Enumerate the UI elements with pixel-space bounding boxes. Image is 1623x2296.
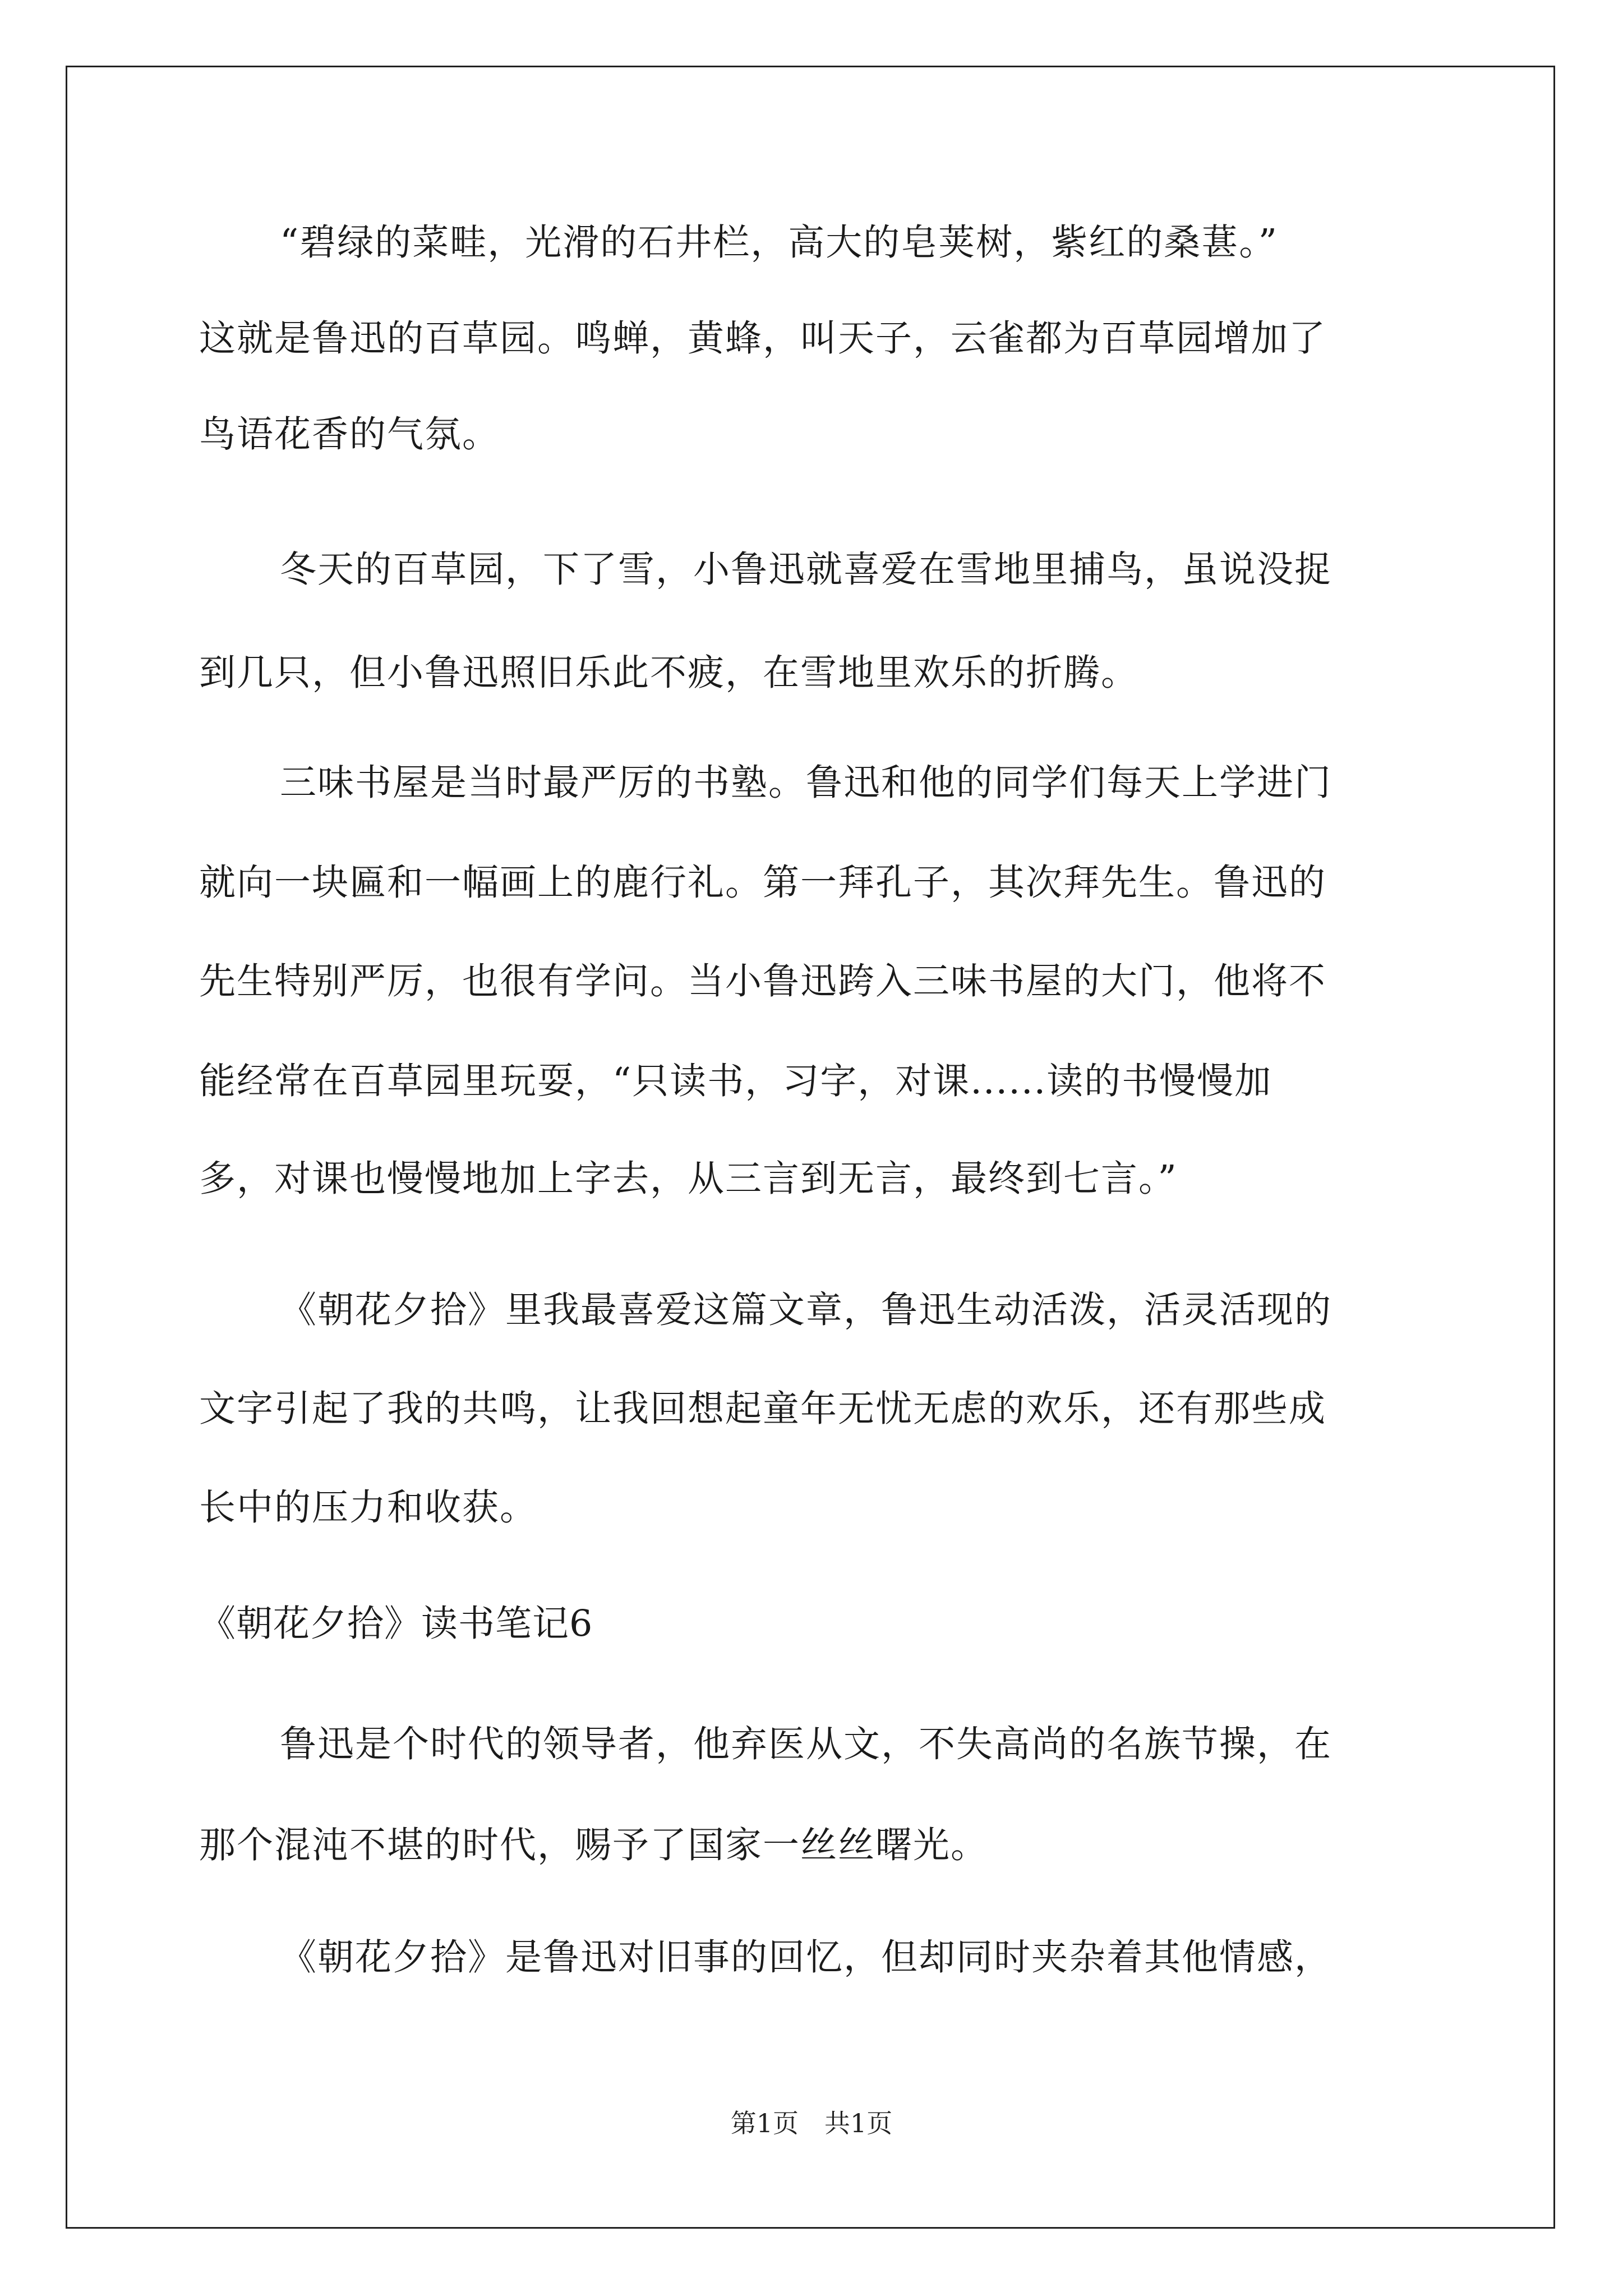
page-border [66,66,1555,2229]
paragraph-line: 《朝花夕拾》是鲁迅对旧事的回忆，但却同时夹杂着其他情感， [280,1936,1332,1978]
paragraph-line: 冬天的百草园，下了雪，小鲁迅就喜爱在雪地里捕鸟，虽说没捉 [280,549,1332,591]
paragraph-line: 到几只，但小鲁迅照旧乐此不疲，在雪地里欢乐的折腾。 [199,652,1139,694]
paragraph-line: 鲁迅是个时代的领导者，他弃医从文，不失高尚的名族节操，在 [280,1723,1332,1765]
paragraph-line: 文字引起了我的共鸣，让我回想起童年无忧无虑的欢乐，还有那些成 [199,1388,1327,1430]
page-number: 第1页 共1页 [730,2108,893,2138]
paragraph-line: 多，对课也慢慢地加上字去，从三言到无言，最终到七言。” [199,1158,1178,1200]
paragraph-line: 《朝花夕拾》里我最喜爱这篇文章，鲁迅生动活泼，活灵活现的 [280,1289,1332,1331]
paragraph-line: 能经常在百草园里玩耍，“只读书，习字，对课......读的书慢慢加 [199,1060,1272,1102]
paragraph-line: 这就是鲁迅的百草园。鸣蝉，黄蜂，叫天子，云雀都为百草园增加了 [199,318,1327,360]
paragraph-line: 就向一块匾和一幅画上的鹿行礼。第一拜孔子，其次拜先生。鲁迅的 [199,862,1327,904]
paragraph-line: “碧绿的菜畦，光滑的石井栏，高大的皂荚树，紫红的桑葚。” [280,222,1278,264]
paragraph-line: 三味书屋是当时最严厉的书塾。鲁迅和他的同学们每天上学进门 [280,762,1332,804]
paragraph-line: 先生特别严厉，也很有学问。当小鲁迅跨入三味书屋的大门，他将不 [199,960,1327,1002]
paragraph-line: 长中的压力和收获。 [199,1487,538,1529]
section-heading: 《朝花夕拾》读书笔记6 [199,1603,593,1645]
paragraph-line: 那个混沌不堪的时代，赐予了国家一丝丝曙光。 [199,1824,989,1866]
paragraph-line: 鸟语花香的气氛。 [199,413,500,455]
